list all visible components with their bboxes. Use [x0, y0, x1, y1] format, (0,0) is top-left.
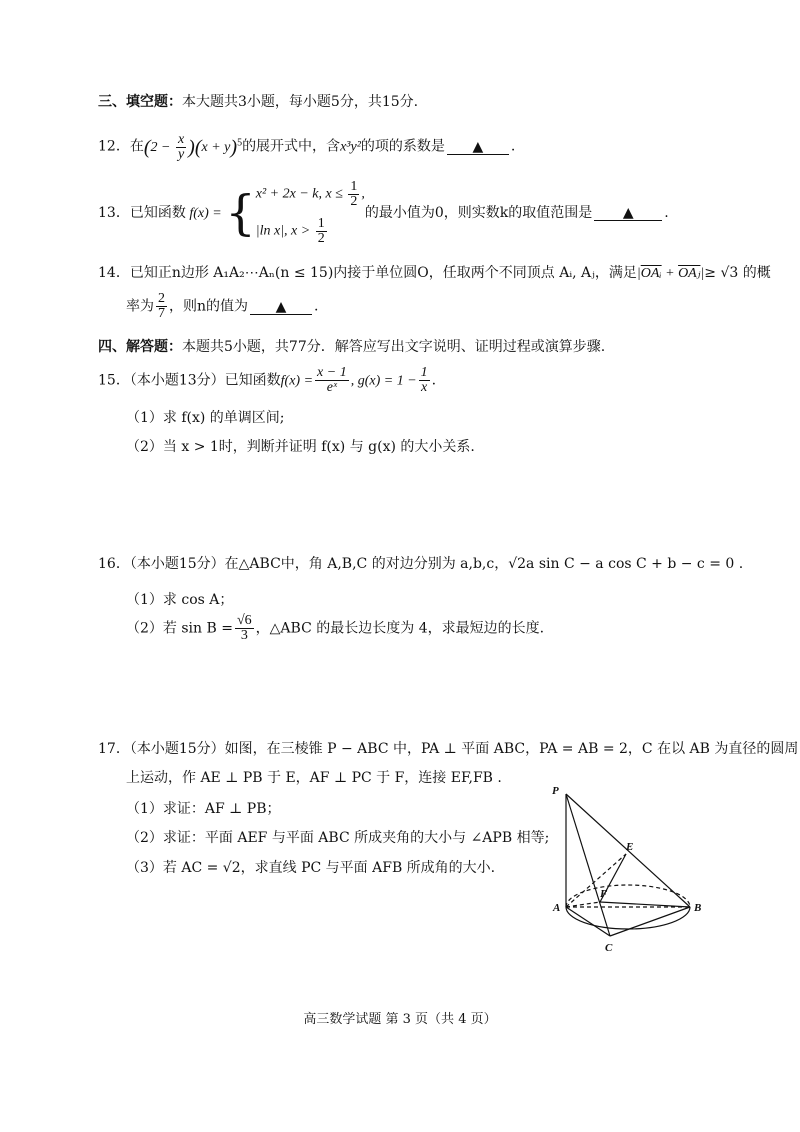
- section-3-desc: 本大题共3小题，每小题5分，共15分.: [182, 94, 419, 110]
- q12-answer-blank[interactable]: ▲: [447, 140, 509, 155]
- q15-points: （本小题13分）: [129, 372, 225, 389]
- q13-case-2-text: |ln x|, x >: [255, 223, 311, 239]
- q17-sub-3: （3）若 AC = √2，求直线 PC 与平面 AFB 所成角的大小.: [126, 860, 496, 876]
- q15-number: 15．: [98, 372, 130, 389]
- q13-cases: [256, 180, 365, 246]
- label-c: C: [605, 942, 613, 954]
- q14-line2-before: 率为: [126, 298, 154, 315]
- edge-ae: [566, 854, 626, 907]
- q12-end: .: [510, 138, 516, 155]
- section-4-heading: [98, 336, 605, 356]
- edge-af: [566, 902, 600, 907]
- q13-case-1-num: 1: [350, 179, 358, 194]
- q16-sub-2: [126, 614, 544, 643]
- question-12: [98, 133, 515, 162]
- edge-fb: [600, 902, 690, 907]
- q15-f-frac: [315, 366, 349, 395]
- q16-points: （本小题15分）: [129, 556, 225, 572]
- question-14-line-2: [126, 292, 318, 321]
- q16-sub-1: （1）求 cos A；: [126, 592, 234, 608]
- label-p: P: [552, 785, 559, 797]
- q13-case-2-num: 1: [317, 216, 325, 231]
- q15-g-den: x: [421, 380, 428, 395]
- q13-number: 13．: [98, 205, 130, 221]
- edge-pc: [566, 794, 610, 936]
- q16-sinb-den: 3: [240, 628, 248, 643]
- q14-vector-b: $\overline{OAⱼ}$: [678, 266, 701, 281]
- q16-number: 16．: [98, 556, 130, 572]
- q14-number: 14．: [98, 265, 130, 281]
- q12-text-end: 的项的系数是: [360, 138, 445, 155]
- q16-text: 在△ABC中，角 A,B,C 的对边分别为 a,b,c，√2a sin C − a cos C + b − c = 0 .: [224, 556, 744, 572]
- q15-f-num: x − 1: [317, 365, 347, 380]
- label-e: E: [626, 841, 634, 853]
- q12-term: x³y²: [340, 139, 361, 155]
- question-17-line-2: 上运动，作 AE ⊥ PB 于 E，AF ⊥ PC 于 F，连接 EF,FB .: [126, 770, 502, 786]
- q14-probability: [156, 292, 167, 321]
- q16-sinb-frac: [235, 614, 254, 643]
- q15-sub-1: （1）求 f(x) 的单调区间;: [126, 410, 285, 426]
- question-15: [98, 366, 436, 395]
- q14-answer-blank[interactable]: ▲: [250, 300, 312, 315]
- q13-case-1: x² + 2x − k, x ≤ $\frac{1}{2}$ ,: [255, 179, 365, 209]
- q13-end: .: [664, 205, 669, 221]
- question-13: [98, 180, 669, 246]
- q14-end: .: [314, 298, 319, 315]
- question-16: [98, 553, 743, 573]
- q15-f-den: eˣ: [326, 380, 337, 395]
- question-14-line-1: [98, 262, 771, 282]
- q17-points: （本小题15分）: [129, 741, 225, 757]
- q15-end: .: [431, 372, 437, 389]
- q16-sub2-after: ，△ABC 的最长边长度为 4，求最短边的长度.: [255, 620, 545, 637]
- q12-text-before: 在: [129, 138, 144, 155]
- q17-number: 17．: [98, 741, 130, 757]
- q13-case-2-den: 2: [317, 231, 325, 246]
- q14-prob-den: 7: [158, 306, 165, 321]
- label-a: A: [553, 902, 561, 914]
- edge-cb: [610, 907, 690, 936]
- q13-function-name: f(x) =: [185, 206, 226, 221]
- q17-sub-2: （2）求证：平面 AEF 与平面 ABC 所成夹角的大小与 ∠APB 相等;: [126, 830, 550, 846]
- q12-number: 12．: [98, 138, 130, 155]
- q13-text-before: 已知函数: [129, 205, 186, 221]
- page-footer: 高三数学试题 第 3 页（共 4 页）: [303, 1012, 497, 1027]
- q15-g-frac: [419, 366, 430, 395]
- label-b: B: [694, 902, 702, 914]
- q15-f: f(x) =: [280, 373, 314, 389]
- section-4-desc: 本题共5小题，共77分．解答应写出文字说明、证明过程或演算步骤.: [182, 339, 606, 355]
- q15-sub-2: （2）当 x > 1时，判断并证明 f(x) 与 g(x) 的大小关系.: [126, 439, 475, 455]
- edge-ac: [566, 907, 610, 936]
- section-3-title: 三、填空题：: [98, 94, 182, 110]
- q13-case-1-text: x² + 2x − k, x ≤: [255, 186, 343, 202]
- tetrahedron-figure: [540, 780, 710, 960]
- q14-prob-num: 2: [158, 291, 165, 306]
- q15-g-num: 1: [420, 365, 428, 380]
- q14-line2-after: ，则n的值为: [169, 298, 249, 315]
- q13-case-1-den: 2: [350, 194, 358, 209]
- q12-text-after: 的展开式中，含: [242, 138, 341, 155]
- q16-sinb-num: √6: [236, 613, 252, 628]
- label-f: F: [600, 888, 608, 900]
- q15-g: , g(x) = 1 −: [350, 373, 417, 389]
- q13-answer-blank[interactable]: ▲: [594, 206, 662, 221]
- q17-line1: 如图，在三棱锥 P − ABC 中，PA ⊥ 平面 ABC，PA = AB = 2，C 在以 AB 为直径的圆周: [224, 741, 799, 757]
- section-3-heading: [98, 91, 418, 111]
- q15-text: 已知函数: [224, 372, 281, 389]
- circle-front-arc: [566, 907, 690, 929]
- q14-vector-a: $\overline{OAᵢ}$: [640, 266, 662, 281]
- q12-expression: (2 − $\frac{x}{y}$ )$(x + y)^5$: [143, 132, 243, 162]
- section-4-title: 四、解答题：: [98, 339, 182, 355]
- question-17-line-1: [98, 738, 798, 758]
- q13-case-2: [256, 217, 365, 246]
- q13-brace: {: [225, 185, 256, 241]
- q14-inequality: ≥ √3 的概: [704, 265, 771, 281]
- q16-sub2-before: （2）若 sin B =: [126, 620, 233, 637]
- q13-text-after: 的最小值为0，则实数k的取值范围是: [364, 205, 593, 221]
- q14-vector-sum: $|\overline{OAᵢ} + \overline{OAⱼ}|$: [636, 266, 705, 281]
- q17-sub-1: （1）求证：AF ⊥ PB；: [126, 801, 281, 817]
- q14-line1: 已知正n边形 A₁A₂⋯Aₙ(n ≤ 15)内接于单位圆O，任取两个不同顶点 Aᵢ, Aⱼ，满足: [129, 265, 637, 281]
